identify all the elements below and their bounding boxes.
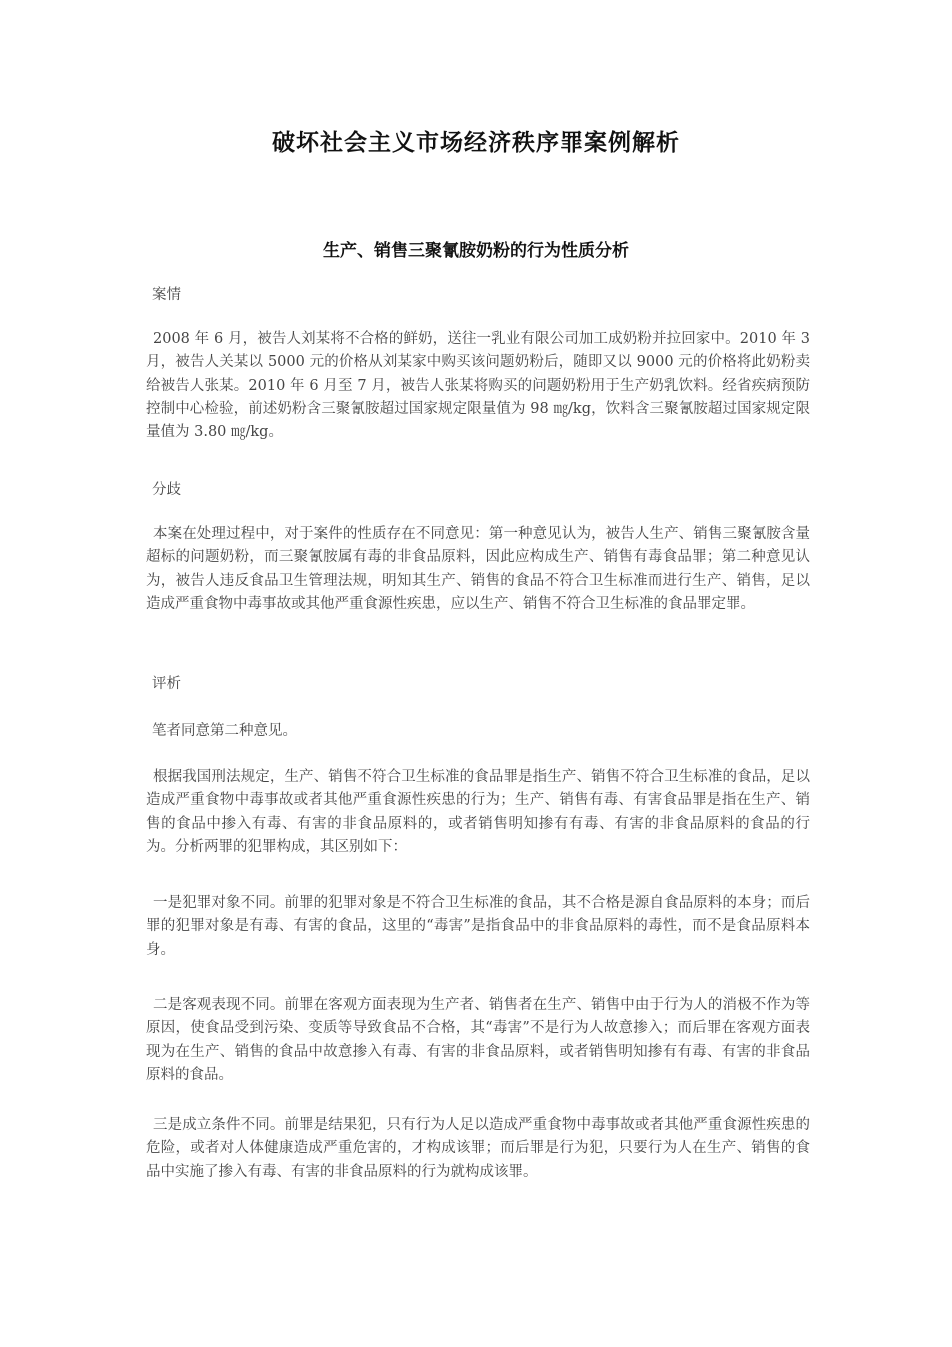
paragraph-case-facts: 2008 年 6 月，被告人刘某将不合格的鲜奶，送往一乳业有限公司加工成奶粉并拉回家中。2010 年 3 月，被告人关某以 5000 元的价格从刘某家中购买该问题奶粉后，随即又以 9000 元的价格将此奶粉卖给被告人张某。2010 年 6 月至 7 月，被告人张某将购买的问题奶粉用于生产奶乳饮料。经省疾病预防控制中心检验，前述奶粉含三聚氰胺超过国家规定限量值为 98 ㎎/kg，饮料含三聚氰胺超过国家规定限量值为 3.80 ㎎/kg。: [146, 331, 810, 441]
paragraph-legal-basis: 根据我国刑法规定，生产、销售不符合卫生标准的食品罪是指生产、销售不符合卫生标准的食品，足以造成严重食物中毒事故或者其他严重食源性疾患的行为；生产、销售有毒、有害食品罪是指在生产、销售的食品中掺入有毒、有害的非食品原料的，或者销售明知掺有有毒、有害的非食品原料的食品的行为。分析两罪的犯罪构成，其区别如下：: [146, 769, 810, 855]
label-case-facts: 案情: [152, 287, 181, 303]
paragraph-author-opinion: 笔者同意第二种意见。: [152, 723, 297, 739]
paragraph-difference-conduct: 二是客观表现不同。前罪在客观方面表现为生产者、销售者在生产、销售中由于行为人的消极不作为等原因，使食品受到污染、变质等导致食品不合格，其“毒害”不是行为人故意掺入；而后罪在客观方面表现为在生产、销售的食品中故意掺入有毒、有害的非食品原料，或者销售明知掺有有毒、有害的非食品原料的食品。: [146, 997, 810, 1083]
section-title: 生产、销售三聚氰胺奶粉的行为性质分析: [323, 241, 629, 261]
paragraph-difference-object: 一是犯罪对象不同。前罪的犯罪对象是不符合卫生标准的食品，其不合格是源自食品原料的本身；而后罪的犯罪对象是有毒、有害的食品，这里的“毒害”是指食品中的非食品原料的毒性，而不是食品原料本身。: [146, 895, 810, 958]
document-title: 破坏社会主义市场经济秩序罪案例解析: [272, 129, 680, 156]
paragraph-disagreement: 本案在处理过程中，对于案件的性质存在不同意见：第一种意见认为，被告人生产、销售三聚氰胺含量超标的问题奶粉，而三聚氰胺属有毒的非食品原料，因此应构成生产、销售有毒食品罪；第二种意见认为，被告人违反食品卫生管理法规，明知其生产、销售的食品不符合卫生标准而进行生产、销售，足以造成严重食物中毒事故或其他严重食源性疾患，应以生产、销售不符合卫生标准的食品罪定罪。: [146, 526, 810, 612]
paragraph-difference-conditions: 三是成立条件不同。前罪是结果犯，只有行为人足以造成严重食物中毒事故或者其他严重食源性疾患的危险，或者对人体健康造成严重危害的，才构成该罪；而后罪是行为犯，只要行为人在生产、销售的食品中实施了掺入有毒、有害的非食品原料的行为就构成该罪。: [146, 1117, 810, 1180]
label-analysis: 评析: [152, 676, 181, 692]
label-disagreement: 分歧: [152, 482, 181, 498]
